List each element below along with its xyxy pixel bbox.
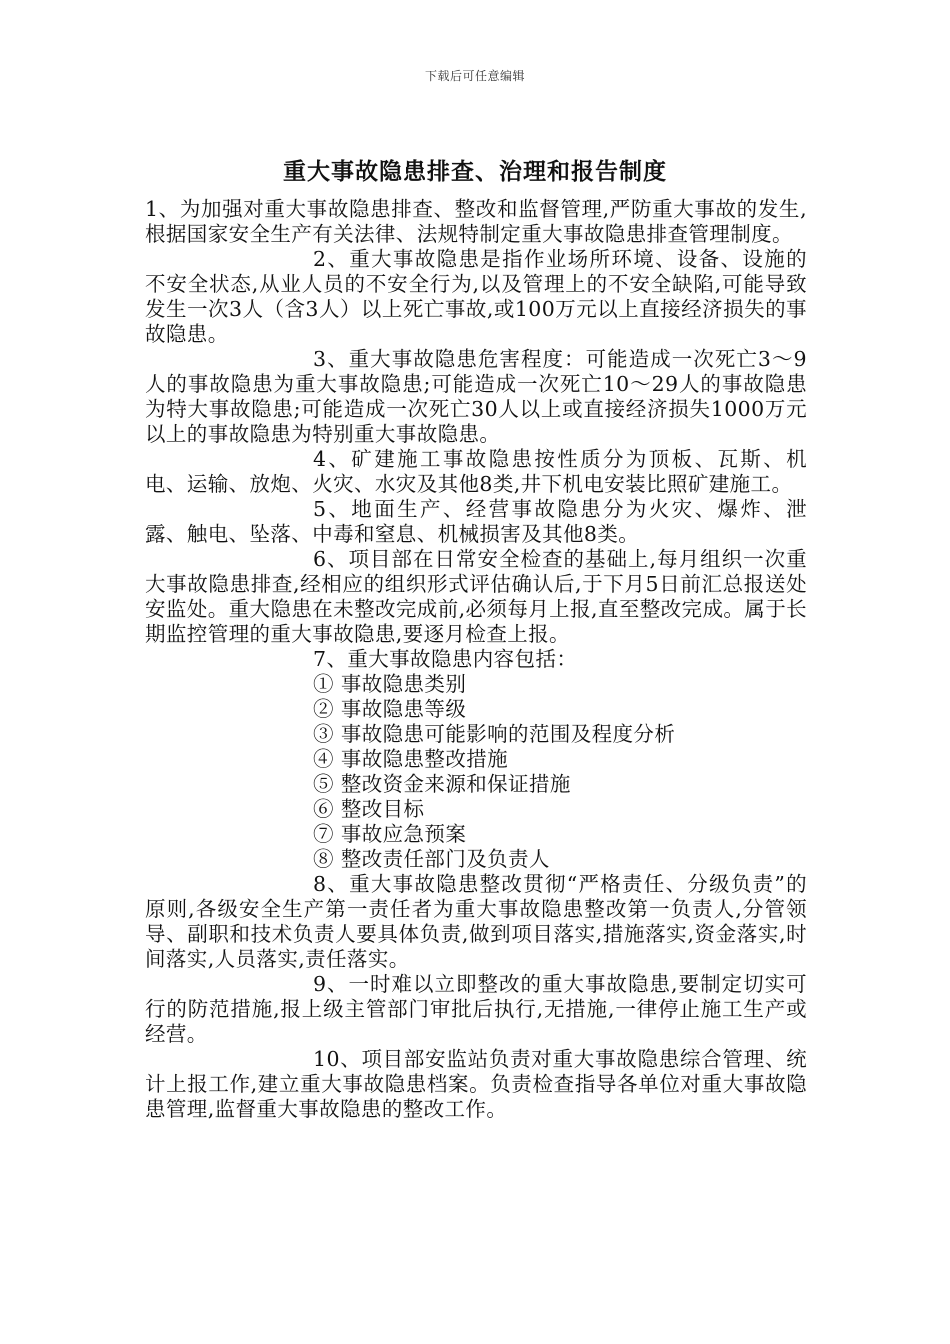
page-header-note: 下载后可任意编辑 [424,69,525,83]
document-body [145,197,807,1122]
paragraph-2: 2、重大事故隐患是指作业场所环境、设备、设施的不安全状态,从业人员的不安全行为,以及管理上的不安全缺陷,可能导致发生一次3人（含3人）以上死亡事故,或100万元以上直接经济损失的事故隐患。 [145,247,807,346]
list-item: ⑧ 整改责任部门及负责人 [313,847,550,871]
paragraph-5: 5、地面生产、经营事故隐患分为火灾、爆炸、泄露、触电、坠落、中毒和窒息、机械损害及其他8类。 [145,497,807,546]
paragraph-4: 4、矿建施工事故隐患按性质分为顶板、瓦斯、机电、运输、放炮、火灾、水灾及其他8类,井下机电安装比照矿建施工。 [145,447,807,496]
paragraph-7: 7、重大事故隐患内容包括： [313,647,578,671]
paragraph-3: 3、重大事故隐患危害程度：可能造成一次死亡3～9人的事故隐患为重大事故隐患;可能造成一次死亡10～29人的事故隐患为特大事故隐患;可能造成一次死亡30人以上或直接经济损失1000万元以上的事故隐患为特别重大事故隐患。 [145,347,807,446]
paragraph-8: 8、重大事故隐患整改贯彻“严格责任、分级负责”的原则,各级安全生产第一责任者为重大事故隐患整改第一负责人,分管领导、副职和技术负责人要具体负责,做到项目落实,措施落实,资金落实,时间落实,人员落实,责任落实。 [145,872,807,971]
list-item: ③ 事故隐患可能影响的范围及程度分析 [313,722,676,746]
list-item: ⑤ 整改资金来源和保证措施 [313,772,571,796]
paragraph-6: 6、项目部在日常安全检查的基础上,每月组织一次重大事故隐患排查,经相应的组织形式评估确认后,于下月5日前汇总报送处安监处。重大隐患在未整改完成前,必须每月上报,直至整改完成。属于长期监控管理的重大事故隐患,要逐月检查上报。 [145,547,807,646]
list-item: ⑥ 整改目标 [313,797,425,821]
paragraph-9: 9、一时难以立即整改的重大事故隐患,要制定切实可行的防范措施,报上级主管部门审批后执行,无措施,一律停止施工生产或经营。 [145,972,807,1046]
paragraph-10: 10、项目部安监站负责对重大事故隐患综合管理、统计上报工作,建立重大事故隐患档案。负责检查指导各单位对重大事故隐患管理,监督重大事故隐患的整改工作。 [145,1047,807,1121]
document-title: 重大事故隐患排查、治理和报告制度 [283,159,667,185]
list-item: ④ 事故隐患整改措施 [313,747,509,771]
list-item: ① 事故隐患类别 [313,672,467,696]
list-item: ⑦ 事故应急预案 [313,822,467,846]
list-item: ② 事故隐患等级 [313,697,467,721]
hazard-content-list [145,672,807,872]
paragraph-1: 1、为加强对重大事故隐患排查、整改和监督管理,严防重大事故的发生,根据国家安全生产有关法律、法规特制定重大事故隐患排查管理制度。 [145,197,807,246]
